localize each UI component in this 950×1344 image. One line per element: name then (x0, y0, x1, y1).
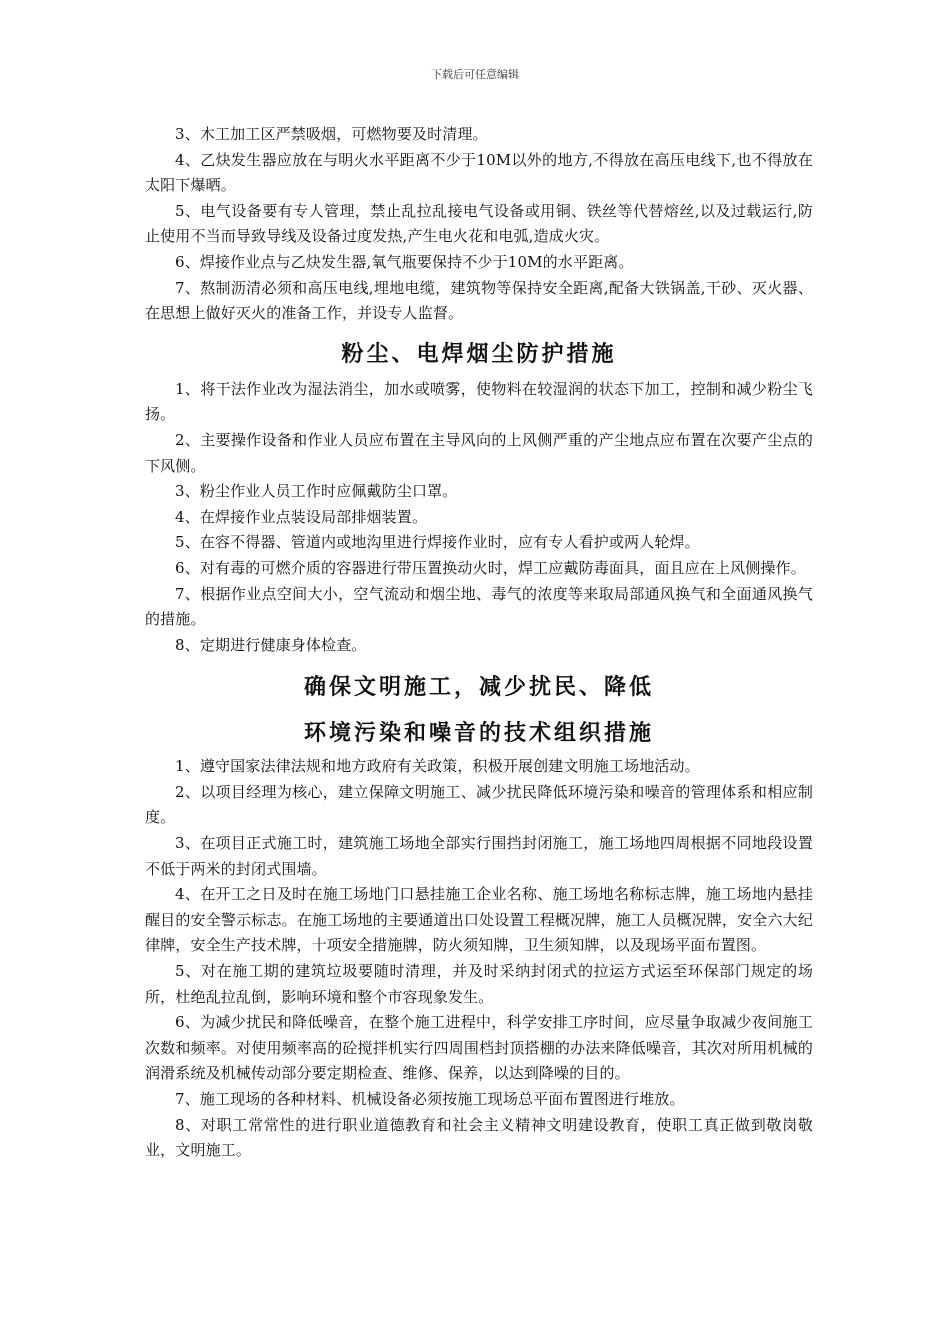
page-header: 下载后可任意编辑 (431, 68, 519, 81)
paragraph: 7、根据作业点空间大小，空气流动和烟尘地、毒气的浓度等来取局部通风换气和全面通风换气的措施。 (145, 584, 813, 629)
paragraph: 4、乙炔发生器应放在与明火水平距离不少于10M以外的地方,不得放在高压电线下,也不得放在太阳下爆晒。 (145, 150, 813, 195)
paragraph: 5、在容不得器、管道内或地沟里进行焊接作业时，应有专人看护或两人轮焊。 (175, 533, 700, 552)
paragraph: 7、施工现场的各种材料、机械设备必须按施工现场总平面布置图进行堆放。 (175, 1090, 685, 1108)
paragraph: 8、定期进行健康身体检查。 (175, 635, 367, 654)
section-title-civilized-line1: 确保文明施工，减少扰民、降低 (303, 674, 654, 701)
paragraph: 2、主要操作设备和作业人员应布置在主导风向的上风侧严重的产尘地点应布置在次要产尘点的下风侧。 (145, 430, 813, 475)
paragraph: 7、熬制沥清必须和高压电线,埋地电缆，建筑物等保持安全距离,配备大铁锅盖,干砂、灭火器、 在思想上做好灭火的准备工作，并设专人监督。 (145, 278, 813, 323)
paragraph: 3、粉尘作业人员工作时应佩戴防尘口罩。 (175, 482, 458, 501)
paragraph: 6、为减少扰民和降低噪音，在整个施工进程中，科学安排工序时间，应尽量争取减少夜间施工次数和频率。对使用频率高的砼搅拌机实行四周围档封顶搭棚的办法来降低噪音，其次对所用机械的润滑系统及机械传动部分要定期检查、维修、保养，以达到降噪的目的。 (145, 1013, 813, 1083)
section-title-dust: 粉尘、电焊烟尘防护措施 (341, 340, 617, 367)
section-title-civilized-line2: 环境污染和噪音的技术组织措施 (303, 720, 654, 747)
paragraph: 4、在焊接作业点装设局部排烟装置。 (175, 507, 428, 526)
paragraph: 4、在开工之日及时在施工场地门口悬挂施工企业名称、施工场地名称标志牌，施工场地内悬挂醒目的安全警示标志。在施工场地的主要通道出口处设置工程概况牌，施工人员概况牌，安全六大纪律牌，安全生产技术牌，十项安全措施牌，防火须知牌，卫生须知牌，以及现场平面布置图。 (145, 885, 813, 955)
paragraph: 1、将干法作业改为湿法消尘，加水或喷雾，使物料在较湿润的状态下加工，控制和减少粉尘飞扬。 (145, 379, 813, 424)
paragraph: 5、对在施工期的建筑垃圾要随时清理，并及时采纳封闭式的拉运方式运至环保部门规定的场所，杜绝乱拉乱倒，影响环境和整个市容现象发生。 (145, 962, 813, 1006)
paragraph: 3、在项目正式施工时，建筑施工场地全部实行围挡封闭施工，施工场地四周根据不同地段设置不低于两米的封闭式围墙。 (145, 834, 813, 878)
paragraph: 3、木工加工区严禁吸烟，可燃物要及时清理。 (175, 125, 488, 143)
document-body (145, 122, 813, 1164)
paragraph: 6、焊接作业点与乙炔发生器,氧气瓶要保持不少于10M的水平距离。 (175, 252, 634, 271)
paragraph: 1、遵守国家法律法规和地方政府有关政策，积极开展创建文明施工场地活动。 (175, 757, 700, 776)
paragraph: 8、对职工常常性的进行职业道德教育和社会主义精神文明建设教育，使职工真正做到敬岗敬业，文明施工。 (145, 1115, 813, 1160)
paragraph: 6、对有毒的可燃介质的容器进行带压置换动火时，焊工应戴防毒面具，面且应在上风侧操作。 (175, 558, 806, 577)
paragraph: 2、以项目经理为核心，建立保障文明施工、减少扰民降低环境污染和噪音的管理体系和相应制度。 (145, 782, 813, 827)
paragraph: 5、电气设备要有专人管理，禁止乱拉乱接电气设备或用铜、铁丝等代替熔丝,以及过载运行,防止使用不当而导致导线及设备过度发热,产生电火花和电弧,造成火灾。 (145, 201, 813, 246)
